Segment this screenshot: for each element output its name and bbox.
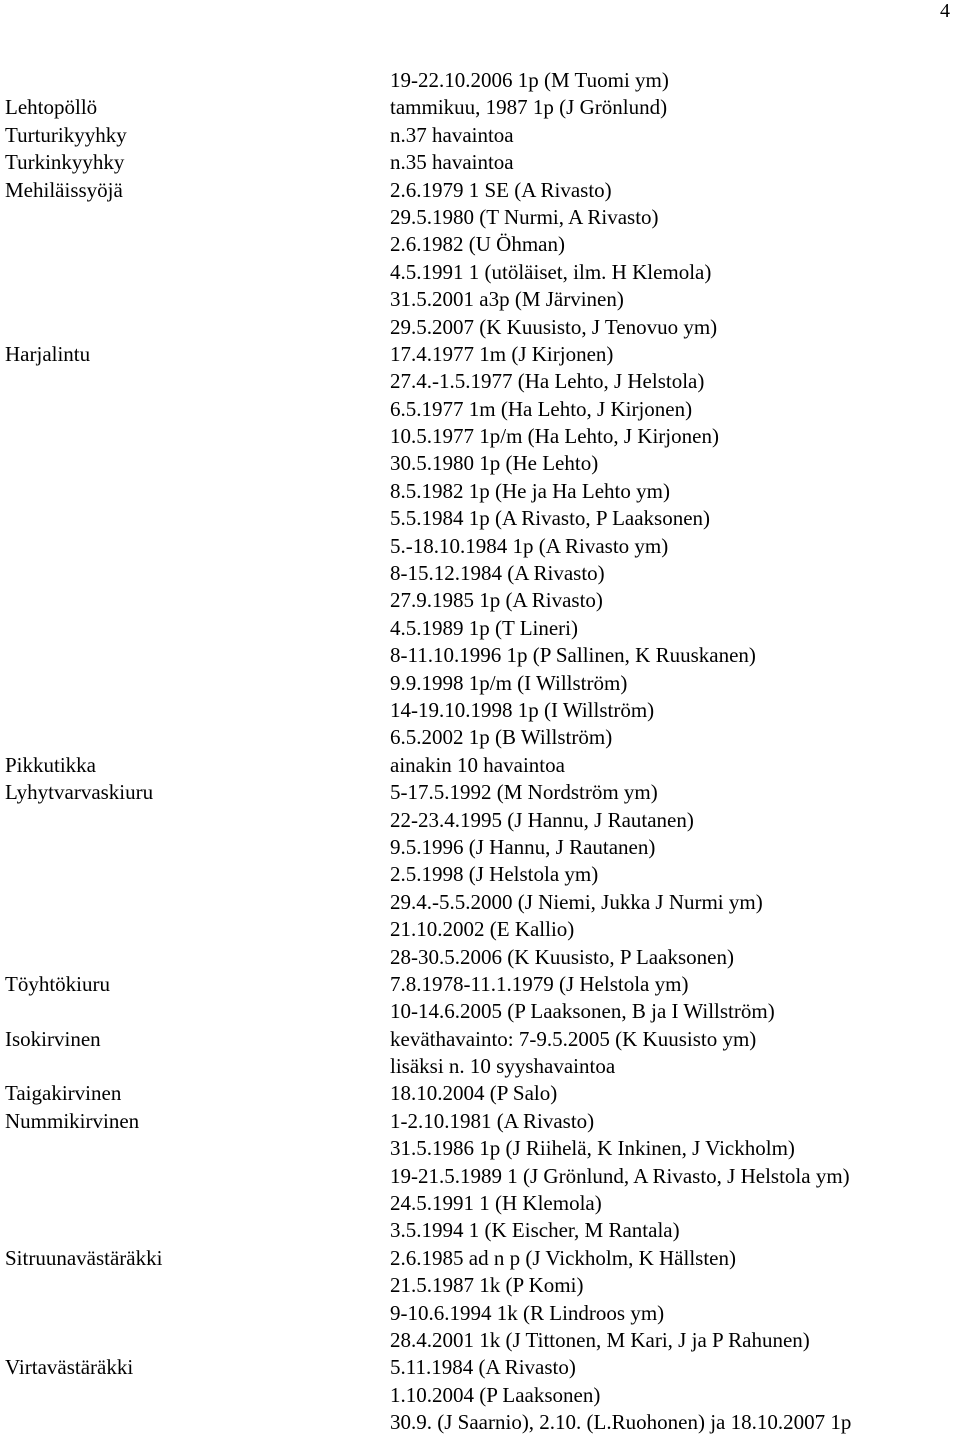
record-row xyxy=(0,122,960,149)
observation-text: 21.5.1987 1k (P Komi) xyxy=(390,1273,584,1298)
record-row xyxy=(0,971,960,998)
record-row xyxy=(0,861,960,888)
record-row xyxy=(0,944,960,971)
observation-text: 29.5.1980 (T Nurmi, A Rivasto) xyxy=(390,204,659,229)
record-row xyxy=(0,259,960,286)
record-row xyxy=(0,1354,960,1381)
record-row xyxy=(0,423,960,450)
page-number: 4 xyxy=(940,0,950,22)
record-row xyxy=(0,341,960,368)
record-row xyxy=(0,450,960,477)
species-name: Taigakirvinen xyxy=(5,1081,122,1106)
observation-text: 28.4.2001 1k (J Tittonen, M Kari, J ja P Rahunen) xyxy=(390,1327,810,1352)
record-row xyxy=(0,396,960,423)
observation-text: 5.11.1984 (A Rivasto) xyxy=(390,1355,576,1380)
species-name: Pikkutikka xyxy=(5,752,97,777)
record-row xyxy=(0,916,960,943)
record-row xyxy=(0,752,960,779)
species-name: Töyhtökiuru xyxy=(5,971,110,996)
record-row xyxy=(0,177,960,204)
record-row xyxy=(0,587,960,614)
observation-text: 5.-18.10.1984 1p (A Rivasto ym) xyxy=(390,533,669,558)
observation-text: 8.5.1982 1p (He ja Ha Lehto ym) xyxy=(390,478,670,503)
record-row xyxy=(0,204,960,231)
record-row xyxy=(0,478,960,505)
observation-text: 6.5.2002 1p (B Willström) xyxy=(390,725,613,750)
observation-text: 2.5.1998 (J Helstola ym) xyxy=(390,862,599,887)
record-row xyxy=(0,368,960,395)
record-row xyxy=(0,231,960,258)
species-name: Virtavästäräkki xyxy=(5,1355,134,1380)
observation-text: 5.5.1984 1p (A Rivasto, P Laaksonen) xyxy=(390,506,711,531)
species-name: Harjalintu xyxy=(5,341,91,366)
species-name: Isokirvinen xyxy=(5,1026,101,1051)
record-row xyxy=(0,1409,960,1436)
record-row xyxy=(0,314,960,341)
observation-text: 9.9.1998 1p/m (I Willström) xyxy=(390,670,628,695)
observation-text: 1-2.10.1981 (A Rivasto) xyxy=(390,1108,595,1133)
record-row xyxy=(0,1382,960,1409)
observation-text: 27.4.-1.5.1977 (Ha Lehto, J Helstola) xyxy=(390,369,705,394)
record-row xyxy=(0,1026,960,1053)
observation-text: 29.5.2007 (K Kuusisto, J Tenovuo ym) xyxy=(390,314,718,339)
observation-text: n.35 havaintoa xyxy=(390,150,514,175)
observation-text: 24.5.1991 1 (H Klemola) xyxy=(390,1191,602,1216)
observation-text: 1.10.2004 (P Laaksonen) xyxy=(390,1382,601,1407)
species-name: Sitruunavästäräkki xyxy=(5,1245,163,1270)
record-row xyxy=(0,1327,960,1354)
observation-records xyxy=(0,67,960,1437)
species-name: Turkinkyyhky xyxy=(5,150,125,175)
record-row xyxy=(0,67,960,94)
record-row xyxy=(0,724,960,751)
record-row xyxy=(0,1190,960,1217)
record-row xyxy=(0,94,960,121)
observation-text: 8-11.10.1996 1p (P Sallinen, K Ruuskanen) xyxy=(390,643,756,668)
record-row xyxy=(0,889,960,916)
record-row xyxy=(0,533,960,560)
record-row xyxy=(0,560,960,587)
observation-text: 31.5.1986 1p (J Riihelä, K Inkinen, J Vickholm) xyxy=(390,1136,795,1161)
observation-text: 9-10.6.1994 1k (R Lindroos ym) xyxy=(390,1300,665,1325)
observation-text: 27.9.1985 1p (A Rivasto) xyxy=(390,588,603,613)
record-row xyxy=(0,1272,960,1299)
record-row xyxy=(0,1108,960,1135)
record-row xyxy=(0,1053,960,1080)
observation-text: 10.5.1977 1p/m (Ha Lehto, J Kirjonen) xyxy=(390,424,719,449)
observation-text: 8-15.12.1984 (A Rivasto) xyxy=(390,561,605,586)
record-row xyxy=(0,697,960,724)
record-row xyxy=(0,149,960,176)
observation-text: 29.4.-5.5.2000 (J Niemi, Jukka J Nurmi ym) xyxy=(390,889,763,914)
species-name: Lyhytvarvaskiuru xyxy=(5,780,154,805)
observation-text: 14-19.10.1998 1p (I Willström) xyxy=(390,697,655,722)
observation-text: tammikuu, 1987 1p (J Grönlund) xyxy=(390,95,668,120)
observation-text: 4.5.1991 1 (utöläiset, ilm. H Klemola) xyxy=(390,259,712,284)
record-row xyxy=(0,1300,960,1327)
observation-text: 2.6.1982 (U Öhman) xyxy=(390,232,565,257)
observation-text: n.37 havaintoa xyxy=(390,122,514,147)
record-row xyxy=(0,505,960,532)
record-row xyxy=(0,1245,960,1272)
record-row xyxy=(0,615,960,642)
record-row xyxy=(0,1217,960,1244)
observation-text: 4.5.1989 1p (T Lineri) xyxy=(390,615,578,640)
species-name: Turturikyyhky xyxy=(5,122,127,147)
observation-text: 6.5.1977 1m (Ha Lehto, J Kirjonen) xyxy=(390,396,693,421)
observation-text: keväthavainto: 7-9.5.2005 (K Kuusisto ym) xyxy=(390,1026,757,1051)
record-row xyxy=(0,834,960,861)
observation-text: 28-30.5.2006 (K Kuusisto, P Laaksonen) xyxy=(390,944,734,969)
observation-text: 19-22.10.2006 1p (M Tuomi ym) xyxy=(390,68,669,92)
observation-text: 22-23.4.1995 (J Hannu, J Rautanen) xyxy=(390,807,694,832)
observation-text: 7.8.1978-11.1.1979 (J Helstola ym) xyxy=(390,971,689,996)
observation-text: 18.10.2004 (P Salo) xyxy=(390,1081,558,1106)
record-row xyxy=(0,670,960,697)
observation-text: 2.6.1985 ad n p (J Vickholm, K Hällsten) xyxy=(390,1245,736,1270)
record-row xyxy=(0,1080,960,1107)
observation-text: 2.6.1979 1 SE (A Rivasto) xyxy=(390,177,612,202)
species-name: Lehtopöllö xyxy=(5,95,98,120)
observation-text: 9.5.1996 (J Hannu, J Rautanen) xyxy=(390,834,656,859)
observation-text: 31.5.2001 a3p (M Järvinen) xyxy=(390,287,624,312)
observation-text: 30.5.1980 1p (He Lehto) xyxy=(390,451,599,476)
record-row xyxy=(0,642,960,669)
observation-text: 3.5.1994 1 (K Eischer, M Rantala) xyxy=(390,1218,680,1243)
observation-text: 10-14.6.2005 (P Laaksonen, B ja I Willström) xyxy=(390,999,775,1024)
observation-text: lisäksi n. 10 syyshavaintoa xyxy=(390,1054,616,1079)
observation-text: ainakin 10 havaintoa xyxy=(390,752,565,777)
record-row xyxy=(0,807,960,834)
observation-text: 21.10.2002 (E Kallio) xyxy=(390,917,575,942)
observation-text: 17.4.1977 1m (J Kirjonen) xyxy=(390,341,614,366)
record-row xyxy=(0,286,960,313)
observation-text: 5-17.5.1992 (M Nordström ym) xyxy=(390,780,658,805)
record-row xyxy=(0,1135,960,1162)
observation-text: 30.9. (J Saarnio), 2.10. (L.Ruohonen) ja 18.10.2007 1p xyxy=(390,1410,852,1435)
record-row xyxy=(0,998,960,1025)
species-name: Nummikirvinen xyxy=(5,1108,140,1133)
record-row xyxy=(0,1163,960,1190)
species-name: Mehiläissyöjä xyxy=(5,177,123,202)
observation-text: 19-21.5.1989 1 (J Grönlund, A Rivasto, J Helstola ym) xyxy=(390,1163,850,1188)
record-row xyxy=(0,779,960,806)
